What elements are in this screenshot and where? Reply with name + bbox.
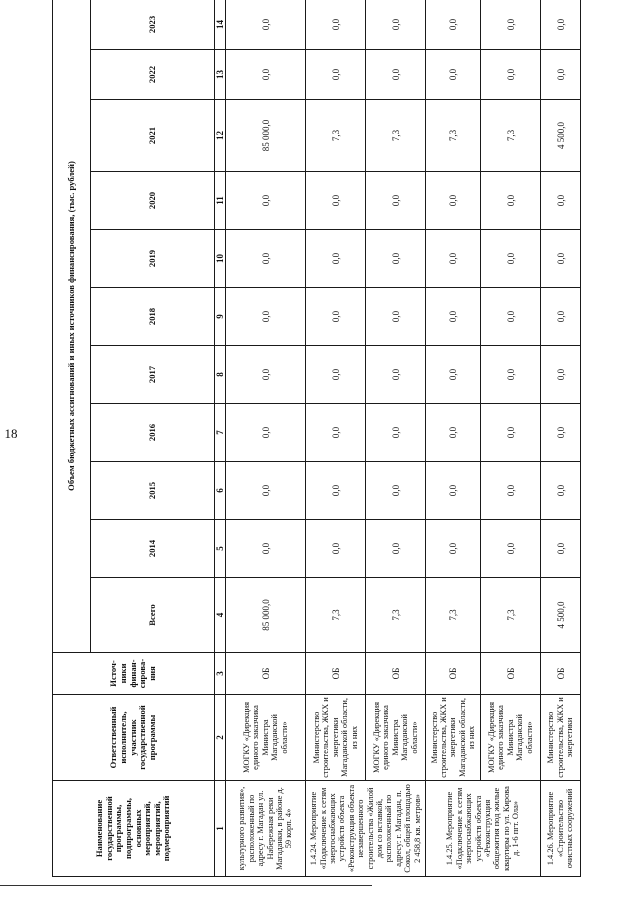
- row-value: 7,3: [426, 100, 481, 172]
- row-total: 7,3: [426, 578, 481, 653]
- row-value: 0,0: [366, 346, 426, 404]
- row-total: 85 000,0: [226, 578, 306, 653]
- row-value: 0,0: [481, 520, 541, 578]
- row-name: 1.4.24. Мероприятие «Подключение к сетям энергоснабжающих устройств объекта «Реконструкция объекта незавершенного строительства «Жилой дом со вставкой, расположенный по адресу: г. Магадан, п. Сокол, общей площадью 2 458,8 кв. метров»: [306, 781, 426, 877]
- row-source: ОБ: [306, 653, 366, 695]
- row-value: 0,0: [426, 346, 481, 404]
- row-value: 0,0: [366, 462, 426, 520]
- row-value: 0,0: [426, 462, 481, 520]
- row-name: 1.4.25. Мероприятие «Подключение к сетям энергоснабжающих устройств объекта «Реконструкция общежития под жилые квартиры по ул. Кирова д. 1-6 пгт. Ола»: [426, 781, 541, 877]
- column-number: 12: [215, 100, 226, 172]
- header-executor: Ответственный исполнитель, участник государственной программы: [53, 695, 215, 781]
- row-executor: МОГКУ «Дирекция единого заказчика Министра Магаданской области»: [481, 695, 541, 781]
- header-year: 2018: [91, 288, 215, 346]
- row-value: 0,0: [366, 0, 426, 50]
- row-value: 0,0: [226, 404, 306, 462]
- table-row: [306, 0, 366, 877]
- table-row: [366, 0, 426, 877]
- row-value: 0,0: [426, 0, 481, 50]
- row-value: 0,0: [481, 172, 541, 230]
- row-value: 0,0: [541, 0, 581, 50]
- row-value: 0,0: [226, 288, 306, 346]
- column-number: 6: [215, 462, 226, 520]
- row-value: 0,0: [226, 172, 306, 230]
- header-year: 2020: [91, 172, 215, 230]
- row-executor: МОГКУ «Дирекция единого заказчика Министра Магаданской области»: [366, 695, 426, 781]
- row-value: 7,3: [366, 100, 426, 172]
- row-value: 0,0: [541, 230, 581, 288]
- rotated-table-container: [52, 0, 602, 877]
- row-executor: Министерство строительства, ЖКХ и энергетики Магаданской области, из них: [306, 695, 366, 781]
- column-number: 7: [215, 404, 226, 462]
- row-value: 0,0: [541, 520, 581, 578]
- row-value: 0,0: [541, 404, 581, 462]
- column-number: 2: [215, 695, 226, 781]
- row-value: 85 000,0: [226, 100, 306, 172]
- header-year: 2019: [91, 230, 215, 288]
- row-total: 4 500,0: [541, 578, 581, 653]
- column-number: 10: [215, 230, 226, 288]
- row-value: 0,0: [426, 404, 481, 462]
- row-total: 7,3: [306, 578, 366, 653]
- row-value: 0,0: [306, 346, 366, 404]
- table-row: [226, 0, 306, 877]
- row-value: 0,0: [541, 288, 581, 346]
- row-source: ОБ: [541, 653, 581, 695]
- row-value: 0,0: [306, 172, 366, 230]
- row-value: 0,0: [226, 0, 306, 50]
- header-year: 2017: [91, 346, 215, 404]
- header-name: Наименование государственной программы, подпрограммы, основных мероприятий, мероприятий, подмероприятий: [53, 781, 215, 877]
- row-value: 0,0: [481, 50, 541, 100]
- funding-table: [52, 0, 581, 877]
- row-value: 0,0: [306, 50, 366, 100]
- row-value: 0,0: [541, 346, 581, 404]
- row-value: 0,0: [306, 230, 366, 288]
- row-source: ОБ: [426, 653, 481, 695]
- row-value: 0,0: [426, 50, 481, 100]
- table-row: [426, 0, 481, 877]
- row-value: 0,0: [226, 462, 306, 520]
- row-source: ОБ: [226, 653, 306, 695]
- header-source: Источ-ники финан-сирова-ния: [53, 653, 215, 695]
- row-value: 0,0: [541, 172, 581, 230]
- row-value: 0,0: [306, 520, 366, 578]
- row-value: 0,0: [481, 230, 541, 288]
- header-year: 2022: [91, 50, 215, 100]
- header-year: 2016: [91, 404, 215, 462]
- table-row: [481, 0, 541, 877]
- row-value: 0,0: [541, 50, 581, 100]
- page-number: 18: [4, 426, 18, 441]
- row-value: 0,0: [481, 404, 541, 462]
- row-value: 0,0: [366, 404, 426, 462]
- row-value: 0,0: [541, 462, 581, 520]
- row-value: 4 500,0: [541, 100, 581, 172]
- row-value: 0,0: [306, 288, 366, 346]
- row-value: 0,0: [481, 346, 541, 404]
- row-value: 0,0: [306, 0, 366, 50]
- table-row: [541, 0, 581, 877]
- row-value: 7,3: [306, 100, 366, 172]
- row-value: 0,0: [226, 520, 306, 578]
- row-executor: МОГКУ «Дирекция единого заказчика Министра Магаданской области»: [226, 695, 306, 781]
- row-value: 0,0: [366, 288, 426, 346]
- row-value: 0,0: [426, 520, 481, 578]
- row-value: 0,0: [226, 346, 306, 404]
- column-number: 1: [215, 781, 226, 877]
- row-value: 0,0: [366, 230, 426, 288]
- header-funding-group: Объем бюджетных ассигнований и иных источников финансирования, (тыс. рублей): [53, 0, 91, 653]
- row-value: 0,0: [226, 50, 306, 100]
- header-year: 2023: [91, 0, 215, 50]
- row-value: 7,3: [481, 100, 541, 172]
- header-year: 2014: [91, 520, 215, 578]
- row-total: 7,3: [366, 578, 426, 653]
- row-value: 0,0: [481, 288, 541, 346]
- header-total: Всего: [91, 578, 215, 653]
- row-source: ОБ: [481, 653, 541, 695]
- row-value: 0,0: [366, 520, 426, 578]
- row-value: 0,0: [366, 50, 426, 100]
- row-value: 0,0: [426, 230, 481, 288]
- row-value: 0,0: [306, 462, 366, 520]
- header-year: 2015: [91, 462, 215, 520]
- column-number: 3: [215, 653, 226, 695]
- column-number: 4: [215, 578, 226, 653]
- row-value: 0,0: [426, 172, 481, 230]
- row-value: 0,0: [426, 288, 481, 346]
- row-total: 7,3: [481, 578, 541, 653]
- row-name: культурного развития», расположенный по адресу г. Магадан ул. Набережная реки Магаданки, в районе д. 59 корп. 4»: [226, 781, 306, 877]
- row-value: 0,0: [366, 172, 426, 230]
- row-executor: Министерство строительства, ЖКХ и энергетики: [541, 695, 581, 781]
- header-year: 2021: [91, 100, 215, 172]
- column-number: 8: [215, 346, 226, 404]
- column-number: 13: [215, 50, 226, 100]
- row-executor: Министерство строительства, ЖКХ и энергетики Магаданской области, из них: [426, 695, 481, 781]
- row-name: 1.4.26. Мероприятие «Строительство очистных сооружений: [541, 781, 581, 877]
- row-value: 0,0: [481, 462, 541, 520]
- column-number: 9: [215, 288, 226, 346]
- column-number: 11: [215, 172, 226, 230]
- column-number: 5: [215, 520, 226, 578]
- row-value: 0,0: [481, 0, 541, 50]
- column-number: 14: [215, 0, 226, 50]
- row-value: 0,0: [226, 230, 306, 288]
- row-value: 0,0: [306, 404, 366, 462]
- row-source: ОБ: [366, 653, 426, 695]
- column-number-row: [215, 0, 226, 877]
- footer-rule: [0, 885, 372, 886]
